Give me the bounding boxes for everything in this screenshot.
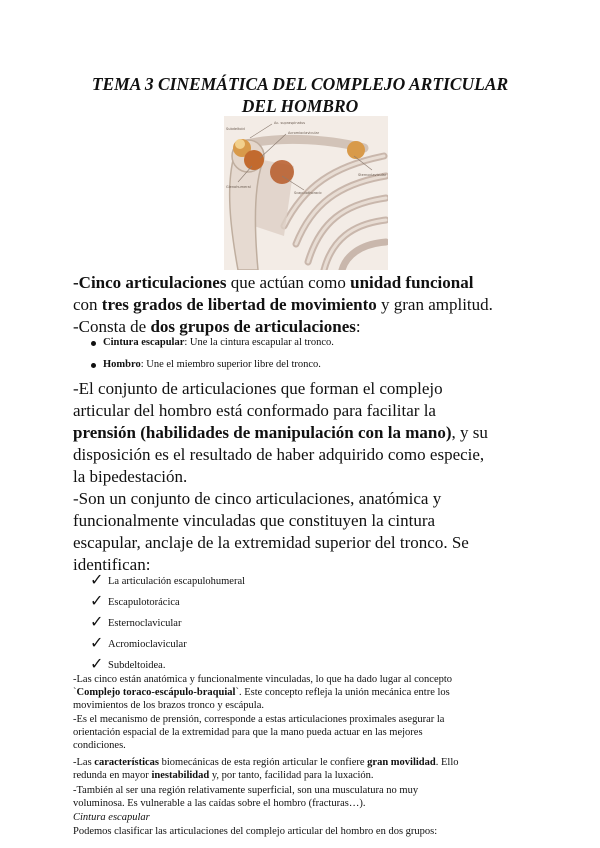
paragraph-line: la bipedestación. — [73, 467, 188, 486]
checkmark-icon: ✓ — [90, 633, 104, 652]
intro-text: y gran amplitud. — [376, 295, 493, 314]
group-label: Hombro — [103, 359, 141, 370]
intro-line-1 — [73, 272, 473, 294]
joint-item: La articulación escapulohumeral — [108, 576, 246, 587]
note-line: -Es el mecanismo de prensión, corresponde a estas articulaciones proximales asegurar la — [73, 714, 445, 725]
intro-bold: dos grupos de articulaciones — [150, 317, 356, 336]
figure-label: Scapulothoracic — [294, 191, 322, 195]
figure-label: Acromioclavicular — [288, 131, 320, 135]
note-line — [73, 686, 533, 699]
group-label: Cintura escapular — [103, 337, 185, 348]
intro-text: que actúan como — [226, 273, 351, 292]
intro-text: con — [73, 295, 102, 314]
note-line: condiciones. — [73, 740, 126, 751]
note-line: orientación espacial de la extremidad para que la mano pueda actuar en las mejores — [73, 727, 423, 738]
group-item — [103, 336, 334, 350]
note-text: -Las — [73, 757, 95, 768]
note-bold: inestabilidad — [151, 770, 210, 781]
note-text: biomecánicas de esta región articular le confiere — [159, 757, 368, 768]
note-text: ` — [73, 687, 77, 698]
group-text: : Une la cintura escapular al tronco. — [184, 337, 334, 348]
joint-item: Esternoclavicular — [108, 618, 182, 629]
title-line-2: DEL HOMBRO — [241, 96, 359, 116]
joint-item: Acromioclavicular — [108, 639, 187, 650]
paragraph-line: disposición es el resultado de haber adquirido como especie, — [73, 445, 485, 464]
intro-bold: unidad funcional — [350, 273, 474, 292]
intro-bold: tres grados de libertad de movimiento — [101, 295, 377, 314]
note-bold: características — [94, 757, 160, 768]
paragraph-line: identifican: — [73, 555, 151, 574]
note-line: voluminosa. Es vulnerable a las caídas sobre el hombro (fracturas…). — [73, 798, 366, 809]
checkmark-icon: ✓ — [90, 570, 104, 589]
title-line-1: TEMA 3 CINEMÁTICA DEL COMPLEJO ARTICULAR — [91, 74, 509, 94]
note-line: -También al ser una región relativamente superficial, son una musculatura no muy — [73, 785, 419, 796]
shoulder-anatomy-illustration — [224, 116, 388, 270]
paragraph-text: , y su — [451, 423, 488, 442]
note-line — [73, 756, 533, 769]
bullet-icon — [91, 341, 96, 346]
figure-label: Sternoclavicular — [358, 173, 387, 177]
figure-label: Subdeltoid — [226, 127, 245, 131]
paragraph-line: -El conjunto de articulaciones que forman el complejo — [73, 379, 443, 398]
section-heading: Cintura escapular — [73, 812, 150, 823]
figure-label: Glenohumeral — [226, 185, 251, 189]
note-text: redunda en mayor — [73, 770, 152, 781]
note-line: movimientos de los brazos tronco y escápula. — [73, 700, 264, 711]
note-text: y, por tanto, facilidad para la luxación. — [209, 770, 374, 781]
note-text: . Ello — [435, 757, 459, 768]
intro-bold: -Cinco articulaciones — [73, 273, 227, 292]
joint-item: Subdeltoidea. — [108, 660, 166, 671]
note-line: Podemos clasificar las articulaciones del complejo articular del hombro en dos grupos: — [73, 826, 438, 837]
intro-line-2 — [73, 294, 493, 316]
paragraph-line: funcionalmente vinculadas que constituyen la cintura — [73, 511, 436, 530]
paragraph-line: -Son un conjunto de cinco articulaciones, anatómica y — [73, 489, 442, 508]
group-text: : Une el miembro superior libre del tronco. — [140, 359, 321, 370]
intro-line-3 — [73, 316, 361, 338]
note-line — [73, 769, 533, 782]
paragraph-line: escapular, anclaje de la extremidad superior del tronco. Se — [73, 533, 469, 552]
checkmark-icon: ✓ — [90, 591, 104, 610]
figure-label: Ac. supraspinatus — [274, 121, 306, 125]
page-title — [60, 73, 540, 117]
checkmark-icon: ✓ — [90, 654, 104, 673]
paragraph-line — [73, 422, 488, 444]
bullet-icon — [91, 363, 96, 368]
note-bold: Complejo toraco-escápulo-braquial — [76, 687, 236, 698]
note-line: -Las cinco están anatómica y funcionalmente vinculadas, lo que ha dado lugar al concepto — [73, 674, 453, 685]
note-bold: gran movilidad — [367, 757, 436, 768]
checkmark-icon: ✓ — [90, 612, 104, 631]
paragraph-line: articular del hombro está conformado para facilitar la — [73, 401, 436, 420]
note-text: `. Este concepto refleja la unión mecánica entre los — [235, 687, 450, 698]
joint-item: Escapulotorácica — [108, 597, 180, 608]
paragraph-bold: prensión (habilidades de manipulación con la mano) — [73, 423, 452, 442]
intro-text: : — [355, 317, 361, 336]
intro-text: -Consta de — [73, 317, 151, 336]
group-item — [103, 358, 321, 372]
